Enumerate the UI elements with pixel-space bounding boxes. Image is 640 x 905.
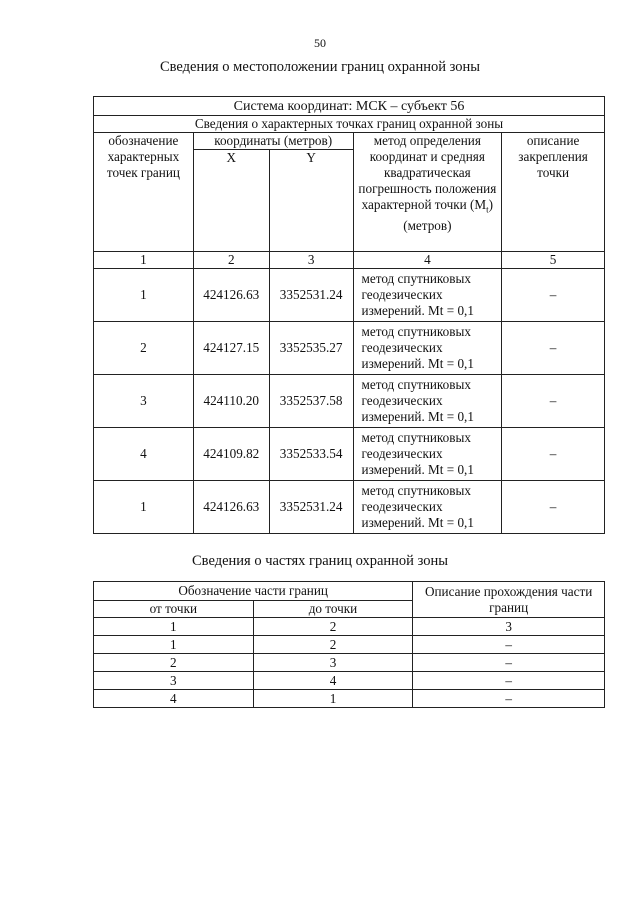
header-designation: Обозначение части границ	[94, 582, 413, 601]
coord-y: 3352535.27	[269, 322, 353, 375]
header-point: обозначение характерных точек границ	[94, 133, 194, 252]
page-title: Сведения о местоположении границ охранной зоны	[159, 59, 480, 75]
boundary-parts-table	[93, 581, 605, 708]
point-id: 3	[94, 375, 194, 428]
table-row	[94, 672, 605, 690]
table-row	[94, 428, 605, 481]
part-description: –	[413, 690, 605, 708]
column-number: 2	[253, 618, 413, 636]
header-y: Y	[269, 150, 353, 252]
method: метод спутниковых геодезических измерений. Mt = 0,1	[353, 481, 502, 534]
table-row	[94, 322, 605, 375]
header-x: X	[193, 150, 269, 252]
coord-y: 3352531.24	[269, 481, 353, 534]
header-coordinates: координаты (метров)	[193, 133, 353, 150]
page-number: 50	[314, 36, 326, 50]
column-number: 4	[353, 252, 502, 269]
table-row	[94, 690, 605, 708]
column-number-row	[94, 618, 605, 636]
coord-x: 424110.20	[193, 375, 269, 428]
table-row	[94, 481, 605, 534]
method: метод спутниковых геодезических измерений. Mt = 0,1	[353, 375, 502, 428]
table-row	[94, 269, 605, 322]
part-description: –	[413, 636, 605, 654]
method: метод спутниковых геодезических измерений. Mt = 0,1	[353, 322, 502, 375]
column-number-row	[94, 252, 605, 269]
point-id: 1	[94, 269, 194, 322]
header-parts-description: Описание прохождения части границ	[413, 582, 605, 618]
table-subtitle: Сведения о характерных точках границ охранной зоны	[94, 116, 605, 133]
coord-x: 424127.15	[193, 322, 269, 375]
table-row	[94, 375, 605, 428]
header-method: метод определения координат и средняя квадратическая погрешность положения характерной точки $(M_t)$ (метров)	[353, 133, 502, 252]
from-point: 4	[94, 690, 254, 708]
coordinate-system: Система координат: МСК – субъект 56	[94, 97, 605, 116]
column-number: 3	[413, 618, 605, 636]
from-point: 3	[94, 672, 254, 690]
coord-x: 424126.63	[193, 269, 269, 322]
coord-y: 3352533.54	[269, 428, 353, 481]
parts-title: Сведения о частях границ охранной зоны	[192, 553, 448, 569]
coord-y: 3352531.24	[269, 269, 353, 322]
header-description: описание закрепления точки	[502, 133, 605, 252]
to-point: 4	[253, 672, 413, 690]
to-point: 1	[253, 690, 413, 708]
coordinates-table	[93, 96, 605, 534]
part-description: –	[413, 654, 605, 672]
from-point: 1	[94, 636, 254, 654]
part-description: –	[413, 672, 605, 690]
method: метод спутниковых геодезических измерений. Mt = 0,1	[353, 269, 502, 322]
coord-x: 424126.63	[193, 481, 269, 534]
from-point: 2	[94, 654, 254, 672]
column-number: 2	[193, 252, 269, 269]
method: метод спутниковых геодезических измерений. Mt = 0,1	[353, 428, 502, 481]
description: –	[502, 375, 605, 428]
description: –	[502, 481, 605, 534]
point-id: 4	[94, 428, 194, 481]
point-id: 2	[94, 322, 194, 375]
header-to: до точки	[253, 601, 413, 618]
column-number: 5	[502, 252, 605, 269]
column-number: 1	[94, 252, 194, 269]
point-id: 1	[94, 481, 194, 534]
to-point: 3	[253, 654, 413, 672]
description: –	[502, 428, 605, 481]
coord-x: 424109.82	[193, 428, 269, 481]
column-number: 1	[94, 618, 254, 636]
description: –	[502, 269, 605, 322]
table-row	[94, 654, 605, 672]
coord-y: 3352537.58	[269, 375, 353, 428]
column-number: 3	[269, 252, 353, 269]
table-row	[94, 636, 605, 654]
header-from: от точки	[94, 601, 254, 618]
to-point: 2	[253, 636, 413, 654]
description: –	[502, 322, 605, 375]
